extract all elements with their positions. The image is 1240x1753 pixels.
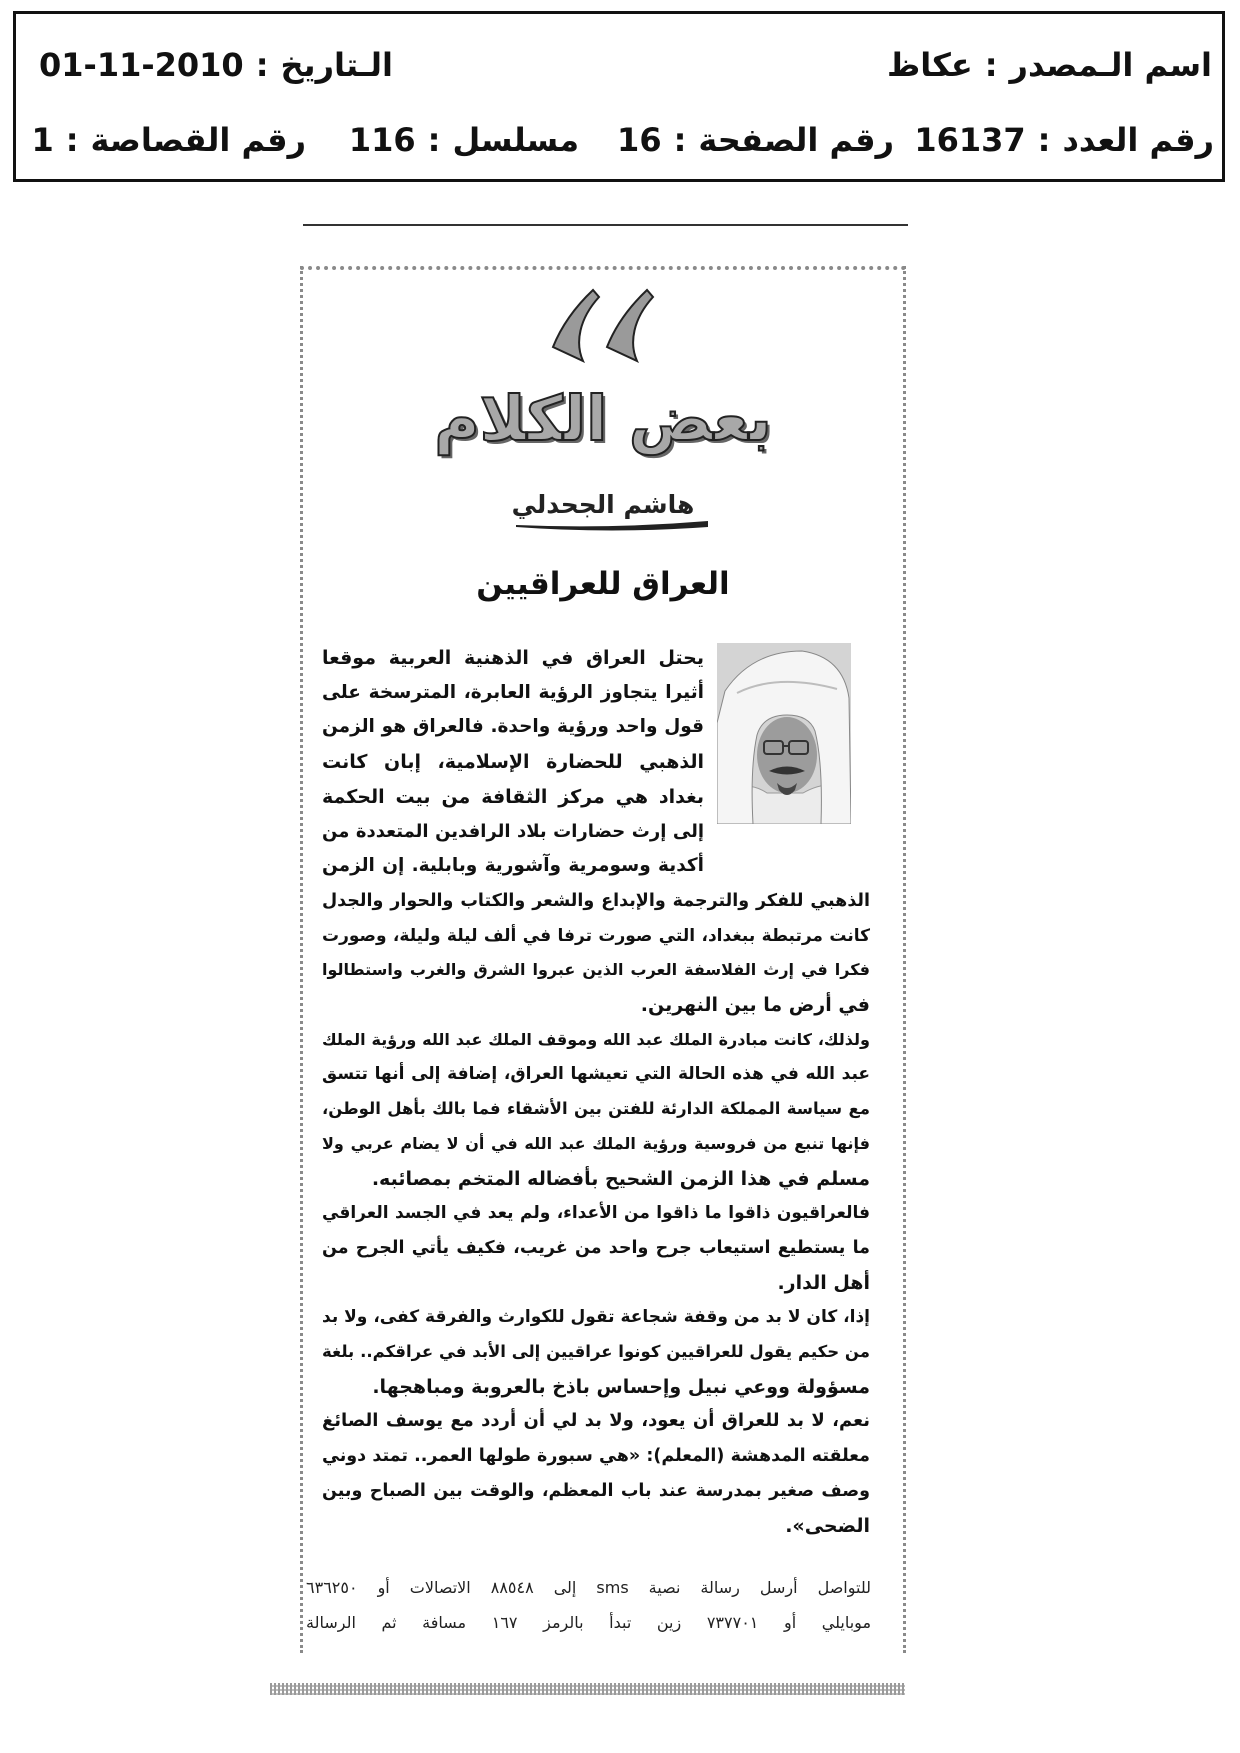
article-line: كانت مرتبطة ببغداد، التي صورت ترفا في ألف ليلة وليلة، وصورت (322, 925, 870, 946)
clipping-value: 1 (31, 121, 54, 159)
article-line: يحتل العراق في الذهنية العربية موقعا (322, 647, 704, 669)
field-separator: : (984, 46, 998, 84)
issue-label: رقم العدد (1062, 121, 1214, 159)
article-line: في أرض ما بين النهرين. (640, 994, 870, 1017)
article-line: عبد الله في هذه الحالة التي تعيشها العراق، إضافة إلى أنها تتسق (322, 1064, 870, 1085)
serial-label: مسلسل (452, 121, 579, 159)
field-separator: : (427, 121, 441, 159)
article-line: إذا، كان لا بد من وقفة شجاعة تقول للكوارث والفرقة كفى، ولا بد (322, 1307, 870, 1328)
field-separator: : (255, 46, 269, 84)
author-underline (512, 516, 712, 532)
issue-value: 16137 (914, 121, 1026, 159)
article-line: الذهبي للفكر والترجمة والإبداع والشعر والكتاب والحوار والجدل (322, 890, 870, 911)
article-line: ولذلك، كانت مبادرة الملك عبد الله وموقف الملك عبد الله ورؤية الملك (322, 1029, 870, 1049)
author-name: هاشم الجحدلي (511, 490, 695, 519)
serial-field (349, 120, 579, 160)
article-line: أهل الدار. (777, 1271, 870, 1294)
source-value: عكاظ (887, 46, 973, 84)
top-divider (303, 224, 908, 226)
contact-line: موبايلي أو ٧٣٧٧٠١ زين تبدأ بالرمز ١٦٧ مسافة ثم الرسالة (306, 1613, 872, 1632)
serial-value: 116 (348, 121, 416, 159)
bottom-stipple-band (270, 1683, 905, 1695)
article-line: ما يستطيع استيعاب جرح واحد من غريب، فكيف يأتي الجرح من (322, 1237, 870, 1258)
article-line: من حكيم يقول للعراقيين كونوا عراقيين إلى الأبد في عراقكم.. بلغة (322, 1342, 870, 1362)
article-body (322, 641, 870, 1543)
issue-field (914, 120, 1214, 160)
column-name: بعض الكلام (434, 382, 772, 455)
article-line: مسلم في هذا الزمن الشحيح بأفضاله المتخم بمصائبه. (371, 1167, 870, 1190)
article-line: الذهبي للحضارة الإسلامية، إبان كانت (322, 751, 704, 774)
article-line: بغداد هي مركز الثقافة من بيت الحكمة (322, 785, 704, 808)
page-label: رقم الصفحة (698, 121, 894, 159)
article-line: فكرا في إرث الفلاسفة العرب الذين عبروا الشرق والغرب واستطالوا (322, 960, 870, 980)
page-value: 16 (617, 121, 662, 159)
article-line: نعم، لا بد للعراق أن يعود، ولا بد لي أن أردد مع يوسف الصائغ (322, 1410, 870, 1432)
article-line: أثيرا يتجاوز الرؤية العابرة، المترسخة على (322, 681, 704, 703)
article-line: إلى إرث حضارات بلاد الرافدين المتعددة من (322, 820, 704, 842)
date-field (39, 45, 393, 85)
contact-line: للتواصل أرسل رسالة نصية sms إلى ٨٨٥٤٨ الاتصالات أو ٦٣٦٢٥٠ (306, 1578, 872, 1597)
article-line: فالعراقيون ذاقوا ما ذاقوا من الأعداء، ولم يعد في الجسد العراقي (322, 1203, 870, 1224)
field-separator: : (65, 121, 79, 159)
article-line: قول واحد ورؤية واحدة. فالعراق هو الزمن (322, 716, 704, 738)
date-label: الـتاريخ (280, 46, 393, 84)
article-line: مع سياسة المملكة الدارئة للفتن بين الأشقاء فما بالك بأهل الوطن، (322, 1099, 870, 1119)
source-field (887, 45, 1212, 85)
date-value: 2010-11-01 (39, 46, 244, 84)
article-line: أكدية وسومرية وآشورية وبابلية. إن الزمن (322, 855, 704, 877)
article-line: فإنها تنبع من فروسية ورؤية الملك عبد الله في أن لا يضام عربي ولا (322, 1133, 870, 1153)
article-line: الضحى». (785, 1514, 870, 1537)
page-field (617, 120, 894, 160)
article-line: وصف صغير بمدرسة عند باب المعظم، والوقت بين الصباح وبين (322, 1480, 870, 1501)
field-separator: : (1037, 121, 1051, 159)
article-line: معلقته المدهشة (المعلم): «هي سبورة طولها العمر.. تمتد دوني (322, 1446, 870, 1467)
article-line: مسؤولة ووعي نبيل وإحساس باذخ بالعروبة ومباهجها. (372, 1375, 870, 1398)
quote-icon (549, 287, 655, 363)
article-title: العراق للعراقيين (476, 566, 730, 602)
field-separator: : (673, 121, 687, 159)
source-label: اسم الـمصدر (1009, 46, 1212, 84)
clipping-label: رقم القصاصة (90, 121, 306, 159)
contact-note (306, 1570, 871, 1640)
clipping-field (31, 120, 306, 160)
